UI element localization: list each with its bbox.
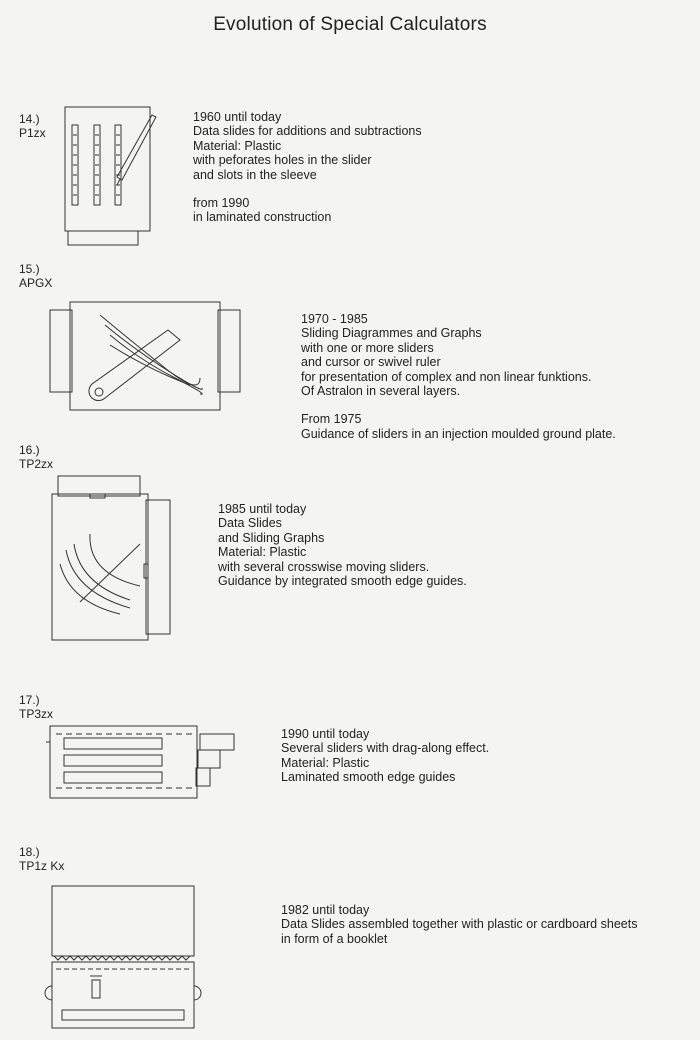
description-line: 1990 until today (281, 727, 370, 741)
description-line: 1985 until today (218, 502, 307, 516)
description-line: Data slides for additions and subtractions (193, 124, 422, 139)
item-code: TP2zx (19, 457, 54, 471)
item-code: P1zx (19, 126, 46, 140)
description-line: Data Slides (218, 516, 282, 531)
description-line: Material: Plastic (281, 755, 370, 770)
item-number: 14.) (19, 112, 40, 126)
description-line: From 1975 (301, 412, 362, 427)
description-line: Guidance of sliders in an injection moulded ground plate. (301, 426, 616, 441)
page-title: Evolution of Special Calculators (213, 14, 487, 35)
item-code: TP3zx (19, 707, 54, 721)
description-line: 1960 until today (193, 110, 282, 124)
description-line: Sliding Diagrammes and Graphs (301, 326, 482, 341)
description-line: Material: Plastic (218, 545, 307, 560)
tp1z-kx-booklet-drawing (48, 884, 208, 1034)
description-line: Guidance by integrated smooth edge guides. (218, 574, 467, 589)
description-line: and slots in the sleeve (193, 167, 317, 182)
description-line: from 1990 (193, 196, 250, 211)
description-line: with peforates holes in the slider (193, 153, 372, 168)
item-number: 16.) (19, 443, 40, 457)
description-line: for presentation of complex and non linear funktions. (301, 369, 592, 384)
description-line: with one or more sliders (301, 340, 434, 355)
description-line: Laminated smooth edge guides (281, 770, 456, 785)
item-description (281, 727, 489, 785)
tp2zx-sliding-graph-drawing (50, 474, 180, 644)
item-description (218, 502, 467, 588)
item-code: APGX (19, 276, 53, 290)
description-line: in form of a booklet (281, 931, 388, 946)
item-number: 18.) (19, 845, 40, 859)
item-description (281, 903, 637, 946)
description-line: in laminated construction (193, 210, 332, 225)
tp3zx-drag-along-slider-drawing (50, 722, 240, 802)
item-number: 15.) (19, 262, 40, 276)
apgx-graph-drawing (50, 300, 245, 415)
description-line: with several crosswise moving sliders. (218, 559, 430, 574)
item-number: 17.) (19, 693, 40, 707)
description-line: Of Astralon in several layers. (301, 384, 461, 399)
description-line: Material: Plastic (193, 138, 282, 153)
description-line: 1982 until today (281, 903, 370, 917)
item-description (193, 110, 422, 225)
p1zx-data-slide-drawing (60, 105, 170, 250)
description-line: and Sliding Graphs (218, 530, 325, 545)
description-line: and cursor or swivel ruler (301, 355, 441, 370)
description-line: Data Slides assembled together with plastic or cardboard sheets (281, 917, 638, 932)
item-description (301, 312, 616, 441)
description-line: Several sliders with drag-along effect. (281, 741, 490, 756)
description-line: 1970 - 1985 (301, 312, 368, 326)
item-code: TP1z Kx (19, 859, 65, 873)
